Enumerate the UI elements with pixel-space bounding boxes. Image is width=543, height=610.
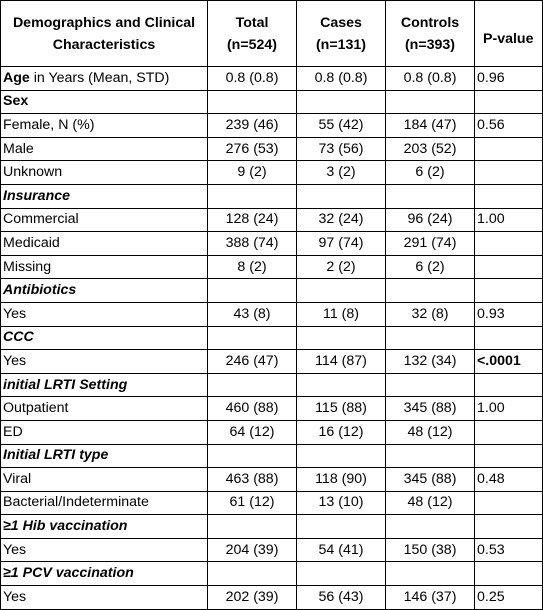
pvalue-cell: <.0001 [475, 350, 543, 374]
table-row [1, 255, 543, 279]
section-row [1, 279, 543, 303]
empty-cell [386, 326, 475, 350]
total-cell: 276 (53) [208, 137, 297, 161]
table-row [1, 397, 543, 421]
row-label-rest: in Years (Mean, STD) [29, 69, 170, 86]
table-row [1, 67, 543, 91]
empty-cell [475, 184, 543, 208]
row-label: Unknown [1, 161, 208, 185]
table-row [1, 538, 543, 562]
controls-cell: 291 (74) [386, 232, 475, 256]
pvalue-cell [475, 420, 543, 444]
cases-cell: 115 (88) [297, 397, 386, 421]
pvalue-cell: 1.00 [475, 397, 543, 421]
cases-cell: 13 (10) [297, 491, 386, 515]
cases-cell: 73 (56) [297, 137, 386, 161]
empty-cell [386, 444, 475, 468]
empty-cell [475, 90, 543, 114]
section-label: CCC [1, 326, 208, 350]
total-cell: 9 (2) [208, 161, 297, 185]
controls-cell: 345 (88) [386, 468, 475, 492]
pvalue-cell [475, 255, 543, 279]
row-label: Yes [1, 538, 208, 562]
total-cell: 61 (12) [208, 491, 297, 515]
empty-cell [208, 90, 297, 114]
empty-cell [297, 444, 386, 468]
empty-cell [208, 562, 297, 586]
cases-cell: 0.8 (0.8) [297, 67, 386, 91]
row-label: Female, N (%) [1, 114, 208, 138]
total-cell: 43 (8) [208, 302, 297, 326]
cases-cell: 56 (43) [297, 586, 386, 610]
total-cell: 8 (2) [208, 255, 297, 279]
cases-cell: 3 (2) [297, 161, 386, 185]
controls-cell: 6 (2) [386, 161, 475, 185]
empty-cell [475, 279, 543, 303]
table-row [1, 420, 543, 444]
empty-cell [208, 279, 297, 303]
empty-cell [386, 562, 475, 586]
table-row [1, 302, 543, 326]
empty-cell [297, 184, 386, 208]
pvalue-cell [475, 491, 543, 515]
section-row [1, 562, 543, 586]
pvalue-cell: 0.96 [475, 67, 543, 91]
controls-cell: 345 (88) [386, 397, 475, 421]
section-row [1, 184, 543, 208]
empty-cell [475, 444, 543, 468]
empty-cell [386, 184, 475, 208]
pvalue-cell: 0.93 [475, 302, 543, 326]
total-cell: 202 (39) [208, 586, 297, 610]
table-row [1, 350, 543, 374]
total-cell: 463 (88) [208, 468, 297, 492]
empty-cell [208, 184, 297, 208]
controls-cell: 184 (47) [386, 114, 475, 138]
empty-cell [475, 562, 543, 586]
empty-cell [386, 373, 475, 397]
row-label: ED [1, 420, 208, 444]
row-label [1, 67, 208, 91]
cases-cell: 54 (41) [297, 538, 386, 562]
header-controls: Controls (n=393) [386, 1, 475, 67]
total-cell: 246 (47) [208, 350, 297, 374]
empty-cell [297, 515, 386, 539]
empty-cell [475, 373, 543, 397]
empty-cell [297, 326, 386, 350]
empty-cell [475, 326, 543, 350]
header-pvalue: P-value [475, 1, 543, 67]
controls-cell: 32 (8) [386, 302, 475, 326]
section-label: Initial LRTI type [1, 444, 208, 468]
total-cell: 239 (46) [208, 114, 297, 138]
cases-cell: 11 (8) [297, 302, 386, 326]
table-row [1, 491, 543, 515]
empty-cell [386, 90, 475, 114]
section-row [1, 444, 543, 468]
cases-cell: 32 (24) [297, 208, 386, 232]
total-cell: 204 (39) [208, 538, 297, 562]
total-cell: 460 (88) [208, 397, 297, 421]
section-label: initial LRTI Setting [1, 373, 208, 397]
cases-cell: 16 (12) [297, 420, 386, 444]
row-label: Commercial [1, 208, 208, 232]
row-label: Viral [1, 468, 208, 492]
table-body [1, 67, 543, 610]
section-label: ≥1 Hib vaccination [1, 515, 208, 539]
header-characteristics: Demographics and Clinical Characteristics [1, 1, 208, 67]
header-total: Total (n=524) [208, 1, 297, 67]
row-label-bold: Age [3, 69, 30, 86]
total-cell: 64 (12) [208, 420, 297, 444]
pvalue-cell: 0.25 [475, 586, 543, 610]
pvalue-cell [475, 232, 543, 256]
row-label: Yes [1, 586, 208, 610]
section-row [1, 515, 543, 539]
row-label: Yes [1, 350, 208, 374]
pvalue-cell: 1.00 [475, 208, 543, 232]
controls-cell: 132 (34) [386, 350, 475, 374]
cases-cell: 2 (2) [297, 255, 386, 279]
section-row [1, 90, 543, 114]
empty-cell [386, 279, 475, 303]
row-label: Yes [1, 302, 208, 326]
row-label: Medicaid [1, 232, 208, 256]
empty-cell [208, 444, 297, 468]
row-label: Missing [1, 255, 208, 279]
total-cell: 388 (74) [208, 232, 297, 256]
pvalue-cell: 0.53 [475, 538, 543, 562]
controls-cell: 96 (24) [386, 208, 475, 232]
pvalue-cell: 0.48 [475, 468, 543, 492]
controls-cell: 6 (2) [386, 255, 475, 279]
table-row [1, 232, 543, 256]
empty-cell [297, 279, 386, 303]
controls-cell: 48 (12) [386, 491, 475, 515]
controls-cell: 146 (37) [386, 586, 475, 610]
pvalue-cell [475, 161, 543, 185]
header-row [1, 1, 543, 67]
total-cell: 0.8 (0.8) [208, 67, 297, 91]
table-row [1, 468, 543, 492]
empty-cell [297, 373, 386, 397]
controls-cell: 203 (52) [386, 137, 475, 161]
cases-cell: 55 (42) [297, 114, 386, 138]
pvalue-cell [475, 137, 543, 161]
table-row [1, 208, 543, 232]
section-row [1, 373, 543, 397]
pvalue-cell: 0.56 [475, 114, 543, 138]
row-label: Bacterial/Indeterminate [1, 491, 208, 515]
row-label: Male [1, 137, 208, 161]
table-row [1, 586, 543, 610]
table-row [1, 114, 543, 138]
table-row [1, 161, 543, 185]
empty-cell [208, 373, 297, 397]
cases-cell: 97 (74) [297, 232, 386, 256]
empty-cell [297, 90, 386, 114]
controls-cell: 0.8 (0.8) [386, 67, 475, 91]
cases-cell: 114 (87) [297, 350, 386, 374]
section-label: Antibiotics [1, 279, 208, 303]
empty-cell [297, 562, 386, 586]
empty-cell [208, 515, 297, 539]
controls-cell: 48 (12) [386, 420, 475, 444]
section-row [1, 326, 543, 350]
section-label: Insurance [1, 184, 208, 208]
total-cell: 128 (24) [208, 208, 297, 232]
empty-cell [208, 326, 297, 350]
section-label: ≥1 PCV vaccination [1, 562, 208, 586]
empty-cell [386, 515, 475, 539]
cases-cell: 118 (90) [297, 468, 386, 492]
controls-cell: 150 (38) [386, 538, 475, 562]
empty-cell [475, 515, 543, 539]
section-label: Sex [1, 90, 208, 114]
row-label: Outpatient [1, 397, 208, 421]
table-row [1, 137, 543, 161]
header-cases: Cases (n=131) [297, 1, 386, 67]
